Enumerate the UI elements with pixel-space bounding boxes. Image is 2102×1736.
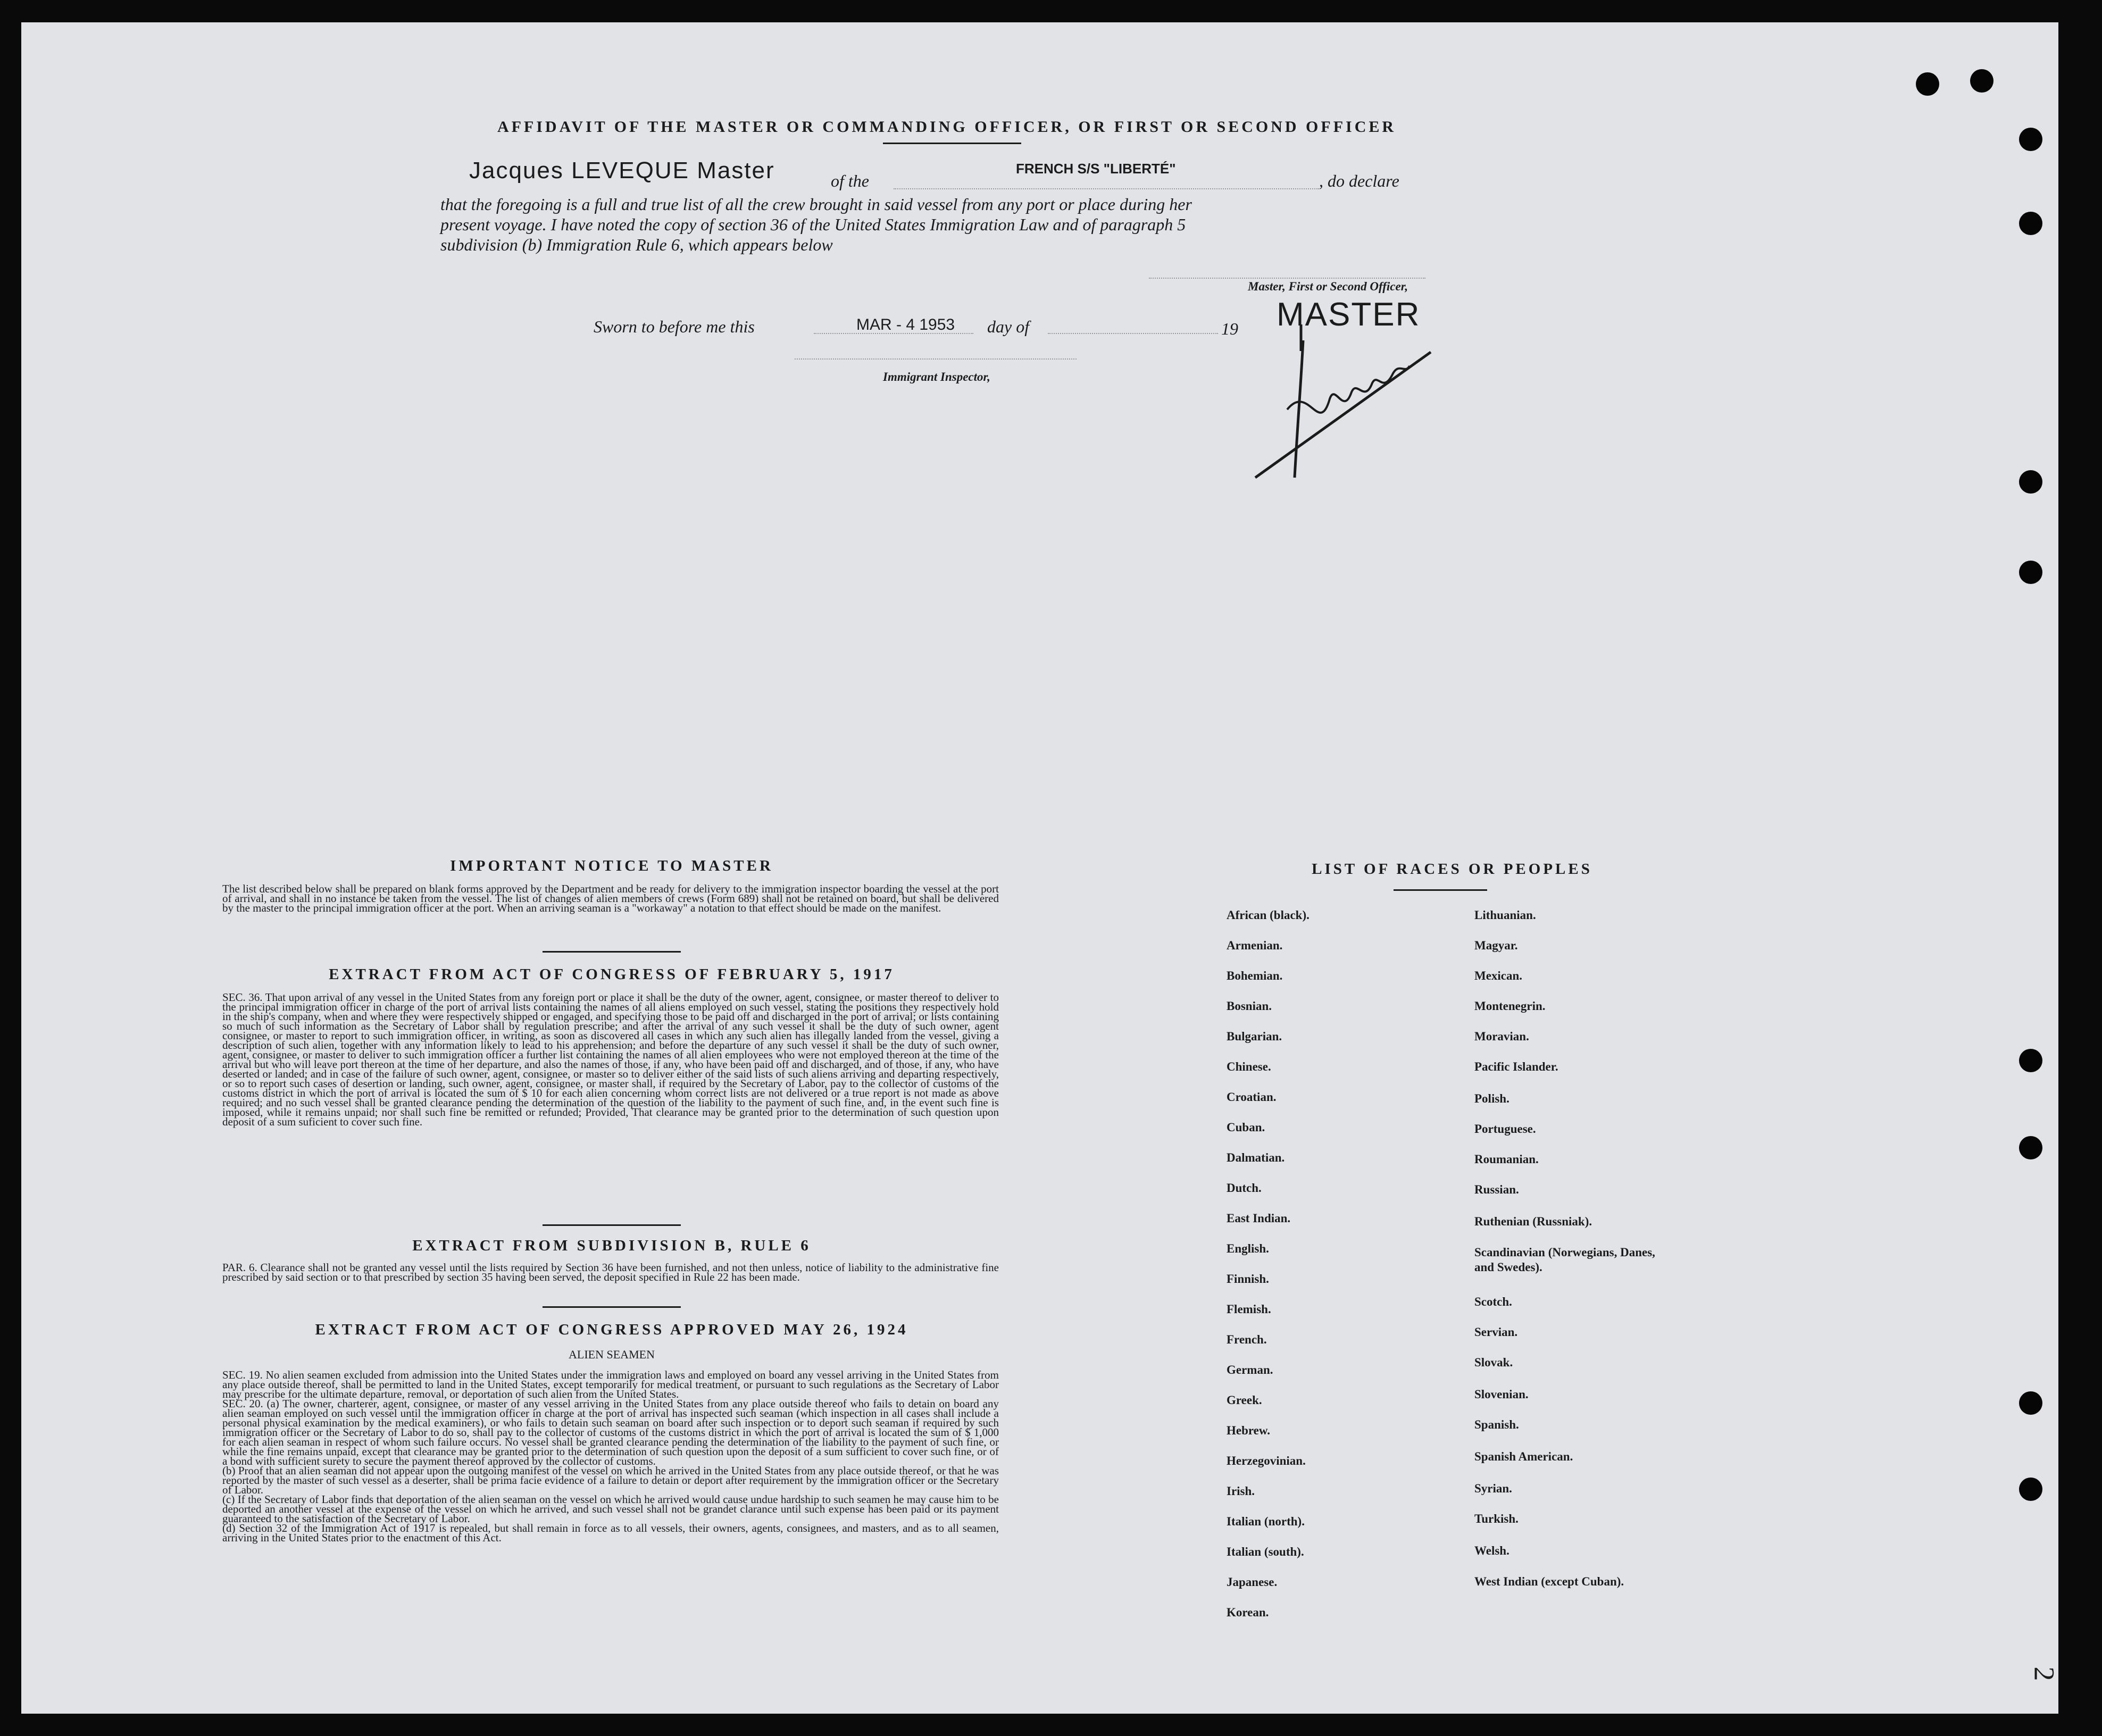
extract-1917-paragraph: SEC. 36. That upon arrival of any vessel in the United States from any foreign port or place it shall be the duty of the owner, agent, consignee, or master thereof to deliver to the principal immigration officer in charge of the port of arrival lists containing the names of all aliens employed on such vessel, stating the positions they respectively hold in the ship's company, when and where they were respectively shipped or engaged, and specifying those to be paid off and discharged in the port of arrival; or lists containing so much of such information as the Secretary of Labor shall by regulation prescribe; and after the arrival of any such vessel it shall be the duty of such owner, agent consignee, or master to report to such immigration officer, in writing, as soon as discovered all cases in which any such alien has illegally landed from the vessel, giving a description of such alien, together with any information likely to lead to his apprehension; and before the departure of any such vessel it shall be the duty of such owner, agent, consignee, or master to deliver to such immigration officer a further list containing the names of all alien employees who were not employed thereon at the time of the arrival but who will leave port thereon at the time of her departure, and also the names of those, if any, who have been paid off and discharged, and of those, if any, who have deserted or landed; and in case of the failure of such owner, agent, consignee, or master so to deliver either of the said lists of such aliens arriving and departing respectively, or so to report such cases of desertion or landing, such owner, agent, consignee, or master shall, if required by the Secretary of Labor, pay to the collector of customs of the customs district in which the port of arrival is located the sum of $ 10 for each alien concerning whom correct lists are not delivered or a true report is not made as above required; and no such vessel shall be granted clearance pending the determination of the question of the liability to the payment of such fine, and, in the event such fine is imposed, while it remains unpaid; nor shall such fine be remitted or refunded; Provided, That clearance may be granted prior to the determination of such question upon deposit of a sum suficient to cover such fine. bbox=[222, 991, 999, 1128]
divider bbox=[543, 1224, 681, 1226]
race-item: German. bbox=[1227, 1363, 1273, 1376]
punch-hole bbox=[1916, 72, 1939, 96]
master-name-stamp: Jacques LEVEQUE Master bbox=[469, 157, 775, 183]
race-item: Spanish American. bbox=[1474, 1450, 1573, 1463]
race-item: African (black). bbox=[1227, 908, 1309, 922]
master-signature-line bbox=[1149, 278, 1425, 279]
race-item: Bohemian. bbox=[1227, 969, 1283, 982]
race-item: Italian (north). bbox=[1227, 1515, 1305, 1528]
year-prefix: 19 bbox=[1221, 319, 1238, 338]
race-item: French. bbox=[1227, 1333, 1267, 1346]
sworn-text: Sworn to before me this bbox=[594, 317, 755, 336]
races-underline bbox=[1394, 889, 1487, 891]
race-item: Magyar. bbox=[1474, 939, 1518, 952]
race-item: Servian. bbox=[1474, 1325, 1518, 1339]
master-caption: Master, First or Second Officer, bbox=[1248, 280, 1408, 293]
punch-hole bbox=[2019, 1136, 2042, 1159]
sec-20c-paragraph: (c) If the Secretary of Labor finds that deportation of the alien seaman on the vessel on which he arrived would cause undue hardship to such seamen he may cause him to be deported an another vessel at the expense of the vessel on which he arrived, and such vessel shall not be grandet clarance until such expense has been paid or its payment guaranteed to the satisfaction of the Secretary of Labor. bbox=[222, 1493, 999, 1525]
race-item: Spanish. bbox=[1474, 1418, 1519, 1431]
rule-6-heading: EXTRACT FROM SUBDIVISION B, RULE 6 bbox=[412, 1237, 811, 1254]
punch-hole bbox=[2019, 561, 2042, 584]
race-item: Japanese. bbox=[1227, 1575, 1278, 1589]
race-item: Roumanian. bbox=[1474, 1153, 1539, 1166]
sec-20d-paragraph: (d) Section 32 of the Immigration Act of 1917 is repealed, but shall remain in force as to all vessels, their owners, agents, consignees, and masters, and as to all seamen, arriving in the United States prior to the enactment of this Act. bbox=[222, 1522, 999, 1544]
race-item: Bosnian. bbox=[1227, 999, 1272, 1013]
race-item: Syrian. bbox=[1474, 1482, 1512, 1495]
race-item: Scandinavian (Norwegians, Danes, and Swedes). bbox=[1474, 1246, 1655, 1274]
race-item: Korean. bbox=[1227, 1606, 1269, 1619]
month-line bbox=[1048, 333, 1218, 334]
race-item: Mexican. bbox=[1474, 969, 1523, 982]
race-item: Turkish. bbox=[1474, 1512, 1519, 1525]
declaration-line-3: subdivision (b) Immigration Rule 6, which appears below bbox=[440, 235, 833, 254]
races-column-2 bbox=[1474, 908, 1666, 1605]
race-item: Slovenian. bbox=[1474, 1388, 1529, 1401]
races-heading: LIST OF RACES OR PEOPLES bbox=[1312, 861, 1592, 878]
race-item: Montenegrin. bbox=[1474, 999, 1546, 1013]
race-item: Flemish. bbox=[1227, 1303, 1271, 1316]
extract-1924-heading: EXTRACT FROM ACT OF CONGRESS APPROVED MAY 26, 1924 bbox=[315, 1321, 908, 1338]
race-item: Russian. bbox=[1474, 1183, 1519, 1196]
race-item: Welsh. bbox=[1474, 1544, 1509, 1557]
races-column-1 bbox=[1227, 908, 1450, 1636]
race-item: East Indian. bbox=[1227, 1212, 1291, 1225]
race-item: Irish. bbox=[1227, 1484, 1255, 1498]
punch-hole bbox=[2019, 470, 2042, 494]
race-item: Croatian. bbox=[1227, 1090, 1277, 1104]
page-number: 2 bbox=[2028, 1666, 2061, 1681]
punch-hole bbox=[2019, 1049, 2042, 1072]
race-item: Pacific Islander. bbox=[1474, 1060, 1558, 1073]
day-of-text: day of bbox=[987, 317, 1030, 336]
master-stamp: MASTER bbox=[1277, 296, 1421, 333]
race-item: Herzegovinian. bbox=[1227, 1454, 1306, 1467]
title-underline bbox=[883, 143, 1021, 144]
declaration-line-1: that the foregoing is a full and true list of all the crew brought in said vessel from any port or place during her bbox=[440, 195, 1192, 214]
extract-1917-heading: EXTRACT FROM ACT OF CONGRESS OF FEBRUARY 5, 1917 bbox=[329, 966, 895, 983]
race-item: Ruthenian (Russniak). bbox=[1474, 1215, 1592, 1228]
divider bbox=[543, 951, 681, 953]
race-item: Slovak. bbox=[1474, 1356, 1513, 1369]
race-item: Moravian. bbox=[1474, 1030, 1529, 1043]
race-item: Scotch. bbox=[1474, 1295, 1512, 1308]
inspector-caption: Immigrant Inspector, bbox=[883, 370, 990, 383]
do-declare-text: , do declare bbox=[1319, 171, 1399, 190]
rule-6-paragraph: PAR. 6. Clearance shall not be granted any vessel until the lists required by Section 36 have been furnished, and not then unless, notice of liability to the administrative fine prescribed by said section or to that prescribed by section 35 having been served, the deposit specified in Rule 22 has been made. bbox=[222, 1261, 999, 1283]
sec-20a-paragraph: SEC. 20. (a) The owner, charterer, agent, consignee, or master of any vessel arriving in the United States from any place outside thereof who fails to detain on board any alien seaman employed on such vessel until the immigration officer in charge at the port of arrival has inspected such seaman (which inspection in all cases shall include a personal physical examination by the medical examiners), or who fails to detain such seaman on board after such inspection or to deport such seaman if required by such immigration officer or the Secretary of Labor to do so, shall pay to the collector of customs of the customs district in which the port of arrival is located the sum of $ 1,000 for each alien seaman in respect of whom such failure occurs. No vessel shall be granted clearance pending the determination of the liability to the payment of such fine, or while the fine remains unpaid, except that clearance may be granted prior to the determination of such question upon the deposit of a sum sufficient to cover such fine, or of a bond with sufficient surety to secure the payment thereof approved by the collector of customs. bbox=[222, 1397, 999, 1467]
race-item: Polish. bbox=[1474, 1092, 1509, 1105]
race-item: Hebrew. bbox=[1227, 1424, 1270, 1437]
signature-image bbox=[1250, 319, 1441, 479]
affidavit-title: AFFIDAVIT OF THE MASTER OR COMMANDING OFFICER, OR FIRST OR SECOND OFFICER bbox=[497, 118, 1397, 136]
divider bbox=[543, 1306, 681, 1308]
extract-1924-text bbox=[222, 1370, 999, 1542]
punch-hole bbox=[2019, 128, 2042, 151]
race-item: West Indian (except Cuban). bbox=[1474, 1575, 1624, 1588]
punch-hole bbox=[2019, 1478, 2042, 1501]
vessel-name-stamp: FRENCH S/S "LIBERTÉ" bbox=[1016, 161, 1176, 177]
of-the-text: of the bbox=[831, 171, 869, 190]
race-item: Armenian. bbox=[1227, 939, 1283, 952]
race-item: English. bbox=[1227, 1242, 1269, 1255]
race-item: Portuguese. bbox=[1474, 1122, 1536, 1136]
race-item: Bulgarian. bbox=[1227, 1030, 1282, 1043]
alien-seamen-subheading: ALIEN SEAMEN bbox=[569, 1348, 655, 1361]
sec-19-paragraph: SEC. 19. No alien seamen excluded from admission into the United States under the immigration laws and employed on board any vessel arriving in the United States from any place outside thereof, shall be permitted to land in the United States, except temporarily for medical treatment, or pursuant to such regulations as the Secretary of Labor may prescribe for the ultimate departure, removal, or deportation of such alien from the United States. bbox=[222, 1368, 999, 1400]
vessel-line bbox=[894, 188, 1319, 189]
race-item: Finnish. bbox=[1227, 1272, 1269, 1286]
race-item: Chinese. bbox=[1227, 1060, 1271, 1073]
race-item: Cuban. bbox=[1227, 1121, 1265, 1134]
declaration-line-2: present voyage. I have noted the copy of section 36 of the United States Immigration Law and of paragraph 5 bbox=[440, 215, 1186, 234]
punch-hole bbox=[1970, 69, 1993, 93]
date-stamp: MAR - 4 1953 bbox=[856, 316, 955, 333]
race-item: Greek. bbox=[1227, 1393, 1262, 1407]
race-item: Dalmatian. bbox=[1227, 1151, 1285, 1164]
race-item: Lithuanian. bbox=[1474, 908, 1536, 922]
inspector-line bbox=[795, 358, 1077, 360]
punch-hole bbox=[2019, 212, 2042, 235]
notice-heading: IMPORTANT NOTICE TO MASTER bbox=[450, 857, 773, 874]
sec-20b-paragraph: (b) Proof that an alien seaman did not appear upon the outgoing manifest of the vessel on which he arrived in the United States from any place outside thereof, or that he was reported by the master of such vessel as a deserter, shall be prima facie evidence of a failure to detain or deport after requirement by the immigration officer or the Secretary of Labor. bbox=[222, 1464, 999, 1496]
notice-paragraph: The list described below shall be prepared on blank forms approved by the Department and be ready for delivery to the immigration inspector boarding the vessel at the port of arrival, and shall in no instance be taken from the vessel. The list of changes of alien members of crews (Form 689) shall not be retained on board, but shall be delivered by the master to the principal immigration officer at the port. When an arriving seaman is a "workaway" a notation to that effect should be made on the manifest. bbox=[222, 882, 999, 914]
race-item: Dutch. bbox=[1227, 1181, 1262, 1195]
race-item: Italian (south). bbox=[1227, 1545, 1304, 1558]
punch-hole bbox=[2019, 1391, 2042, 1415]
